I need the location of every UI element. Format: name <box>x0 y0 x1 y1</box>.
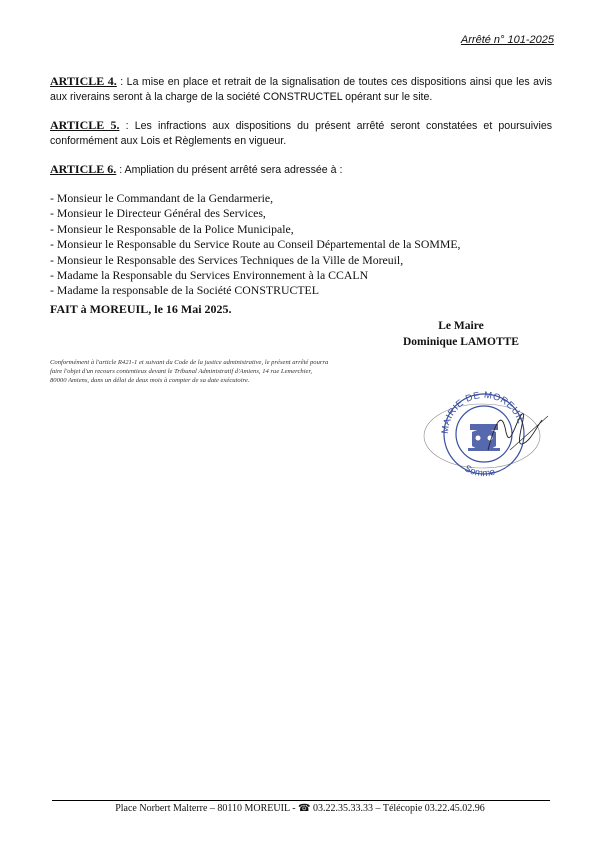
stamp-text-top: MAIRIE DE MOREUIL <box>439 389 527 435</box>
article-4 <box>50 74 552 104</box>
article-4-heading: ARTICLE 4. <box>50 74 117 88</box>
list-item: - Monsieur le Responsable de la Police Municipale, <box>50 221 294 236</box>
article-4-text: : La mise en place et retrait de la signalisation de toutes ces dispositions ainsi que les avis aux riverains seront à la charge de la société CONSTRUCTEL opérant sur le site. <box>50 76 552 103</box>
place-and-date: FAIT à MOREUIL, le 16 Mai 2025. <box>50 302 232 316</box>
footer-divider <box>52 800 550 801</box>
legal-notice: Conformément à l'article R421-1 et suivant du Code de la justice administrative, le présent arrêté pourra faire l'objet d'un recours contentieux devant le Tribunal Administratif d'Amiens, 14 rue Lemerchier, 80000 Amiens, dans un délai de deux mois à compter de sa date exécutoire. <box>50 359 329 384</box>
article-6 <box>50 162 552 178</box>
telephone-icon: ☎ <box>298 803 311 814</box>
list-item: - Monsieur le Responsable du Service Route au Conseil Départemental de la SOMME, <box>50 237 461 252</box>
decree-reference: Arrêté n° 101-2025 <box>460 34 554 46</box>
article-5 <box>50 118 552 148</box>
footer-phone: 03.22.35.33.33 – Télécopie 03.22.45.02.96 <box>310 803 485 814</box>
signature-block <box>386 318 536 350</box>
mairie-stamp <box>418 380 558 490</box>
list-item: - Madame la responsable de la Société CONSTRUCTEL <box>50 283 319 298</box>
recipients-list <box>50 191 550 299</box>
signatory-name: Dominique LAMOTTE <box>403 336 519 348</box>
stamp-text-bottom: Somme <box>462 463 497 480</box>
footer <box>0 803 600 814</box>
signatory-title: Le Maire <box>438 320 484 332</box>
svg-text:Somme <box>462 463 496 479</box>
list-item: - Monsieur le Directeur Général des Services, <box>50 206 266 221</box>
list-item: - Monsieur le Responsable des Services Techniques de la Ville de Moreuil, <box>50 252 404 267</box>
article-6-text: : Ampliation du présent arrêté sera adressée à : <box>116 164 343 176</box>
article-6-heading: ARTICLE 6. <box>50 162 117 176</box>
footer-address: Place Norbert Malterre – 80110 MOREUIL - <box>115 803 299 814</box>
article-5-heading: ARTICLE 5. <box>50 118 120 132</box>
list-item: - Monsieur le Commandant de la Gendarmerie, <box>50 191 274 205</box>
article-5-text: : Les infractions aux dispositions du présent arrêté seront constatées et poursuivies conformément aux Lois et Règlements en vigueur. <box>50 120 553 147</box>
list-item: - Madame la Responsable du Services Environnement à la CCALN <box>50 268 369 283</box>
